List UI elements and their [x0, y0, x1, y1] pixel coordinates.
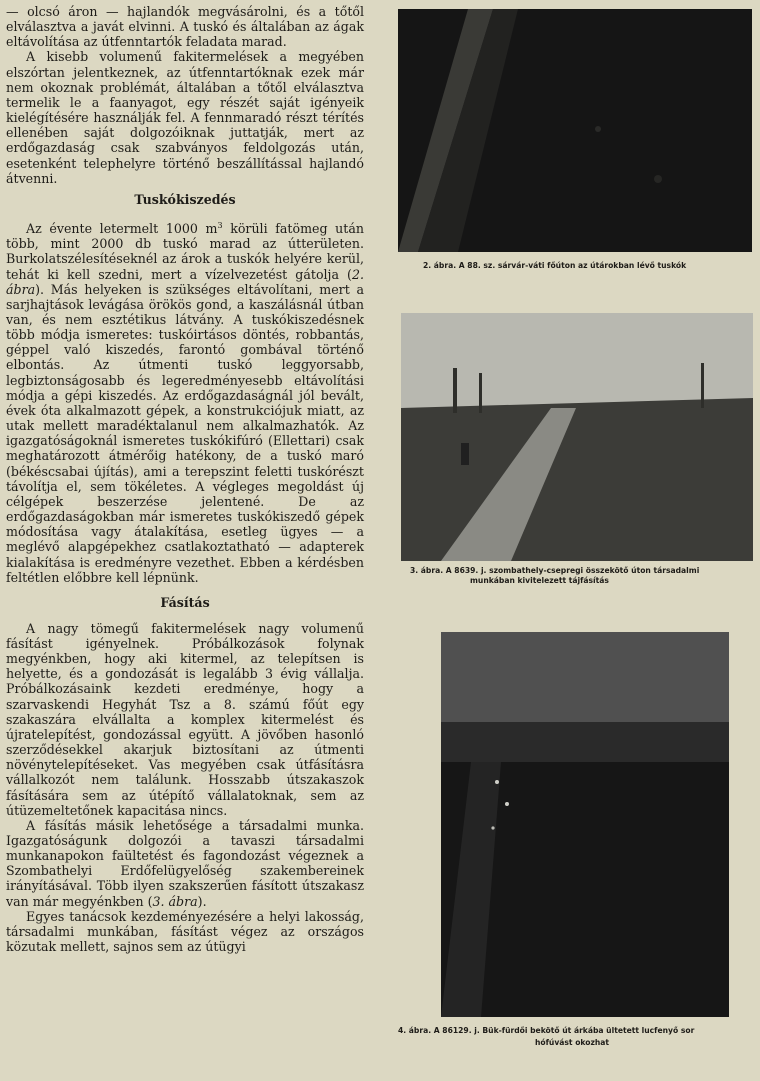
paragraph-continuation: — olcsó áron — hajlandók megvásárolni, és a tőtől elválasztva a javát elvinni. A tuskó és általában az ágak eltávolítása az útfenntartók feladata marad. — [6, 4, 364, 50]
figure-4-caption-line-1: 4. ábra. A 86129. j. Bük-fürdői bekötő út árkába ültetett lucfenyő sor — [398, 1026, 695, 1035]
stump-text-b: körüli fatömeg után több, mint 2000 db tuskó marad az útterületen. Burkolatszélesítéseknél az árok a tuskók helyére kerül, tehát ki kell szedni, mert a vízelvezetést gátolja ( — [6, 221, 364, 282]
social-text-a: A fásítás másik lehetősége a társadalmi munka. Igazgatóságunk dolgozói a tavaszi társadalmi munkanapokon faültetést és fagondozást végeznek a Szombathelyi Erdőfelügyelőség szakembereinek irányításával. Több ilyen szakszerűen fásított útszakasz van már megyénkben ( — [6, 817, 364, 909]
figure-3-photo — [401, 313, 753, 561]
figure-reference-2: 2. ábra — [6, 266, 364, 297]
figure-2-photo — [398, 9, 752, 252]
paragraph-social-work — [6, 818, 364, 909]
figure-3-caption-line-1: 3. ábra. A 8639. j. szombathely-csepregi összekötő úton társadalmi — [410, 566, 700, 575]
paragraph-local-councils: Egyes tanácsok kezdeményezésére a helyi lakosság, társadalmi munkában, fásítást végez az országos közutak mellett, sajnos sem az útügyi — [6, 908, 364, 955]
figure-3-caption-line-2: munkában kivitelezett tájfásítás — [470, 576, 609, 585]
section-heading-tuskokiszedes: Tuskókiszedés — [134, 191, 236, 207]
figure-reference-3: 3. ábra — [152, 893, 198, 909]
left-text-column — [6, 4, 364, 954]
stump-text-a: Az évente letermelt 1000 m — [26, 221, 218, 237]
figure-4-photo — [441, 632, 729, 1017]
paragraph-small-volume: A kisebb volumenű fakitermelések a megyében elszórtan jelentkeznek, az útfenntartóknak ezek már nem okoznak problémát, általában a tőtől elválasztva termelik le a faanyagot, egy részét saját igényeik kielégítésére használják fel. A fennmaradó részt térítés ellenében saját dolgozóiknak juttatják, mert az erdőgazdaság csak szabványos feldolgozás után, esetenként telephelyre történő beszállítással hajlandó átvenni. — [6, 49, 364, 186]
stump-text-superscript: 3 — [217, 220, 223, 230]
paragraph-afforestation: A nagy tömegű fakitermelések nagy volumenű fásítást igényelnek. Próbálkozások folynak megyénkben, hogy aki kitermel, az telepítsen is helyette, és a gondozását is legalább 3 évig vállalja. Próbálkozásaink kezdeti eredménye, hogy a szarvaskendi Hegyhát Tsz a 8. számú főút egy szakaszára elvállalta a komplex kitermelést és újratelepítést, gondozással együtt. A jövőben hasonló szerződésekkel akarjuk biztosítani az útmenti növénytelepítéseket. Vas megyében csak útfásításra vállalkozót nem találunk. Hosszabb útszakaszok fásítására sem az útépítő vállalatoknak, sem az útüzemeltetőnek kapacitása nincs. — [6, 620, 364, 818]
stump-text-c: ). Más helyeken is szükséges eltávolítani, mert a sarjhajtások levágása örökös gond, a kaszálásnál útban van, és nem esztétikus látvány. A tuskókiszedésnek több módja ismeretes: tuskóirtásos döntés, robbantás, géppel való kiszedés, farontó gombával történő elbontás. Az útmenti tuskó leggyorsabb, legbiztonságosabb és legeredményesebb eltávolítási módja a gépi kiszedés. Az erdőgazdaságnál jól bevált, évek óta alkalmazott gépek, a konstrukciójuk miatt, az utak mellett maradéktalanul nem alkalmazhatók. Az igazgatóságoknál ismeretes tuskókifúró (Ellettari) csak meghatározott átmérőig hatékony, de a tuskó maró (békéscsabai újítás), ami a terepszint feletti tuskórészt távolítja el, sem tökéletes. A végleges megoldást új célgépek beszerzése jelentené. De az erdőgazdaságokban már ismeretes tuskókiszedő gépek módosítása vagy átalakítása, esetleg ügyes — a meglévő alapgépekhez csatlakoztatható — adapterek kialakítása is eredményre vezethet. Ebben a kérdésben feltétlen előbbre kell lépnünk. — [6, 281, 364, 585]
social-text-b: ). — [197, 893, 207, 909]
figure-2-caption: 2. ábra. A 88. sz. sárvár-váti főúton az útárokban lévő tuskók — [423, 261, 687, 270]
section-heading-fasitas: Fásítás — [160, 594, 210, 610]
figure-4-caption-line-2: hófúvást okozhat — [535, 1038, 610, 1047]
paragraph-stump-removal — [6, 218, 364, 585]
